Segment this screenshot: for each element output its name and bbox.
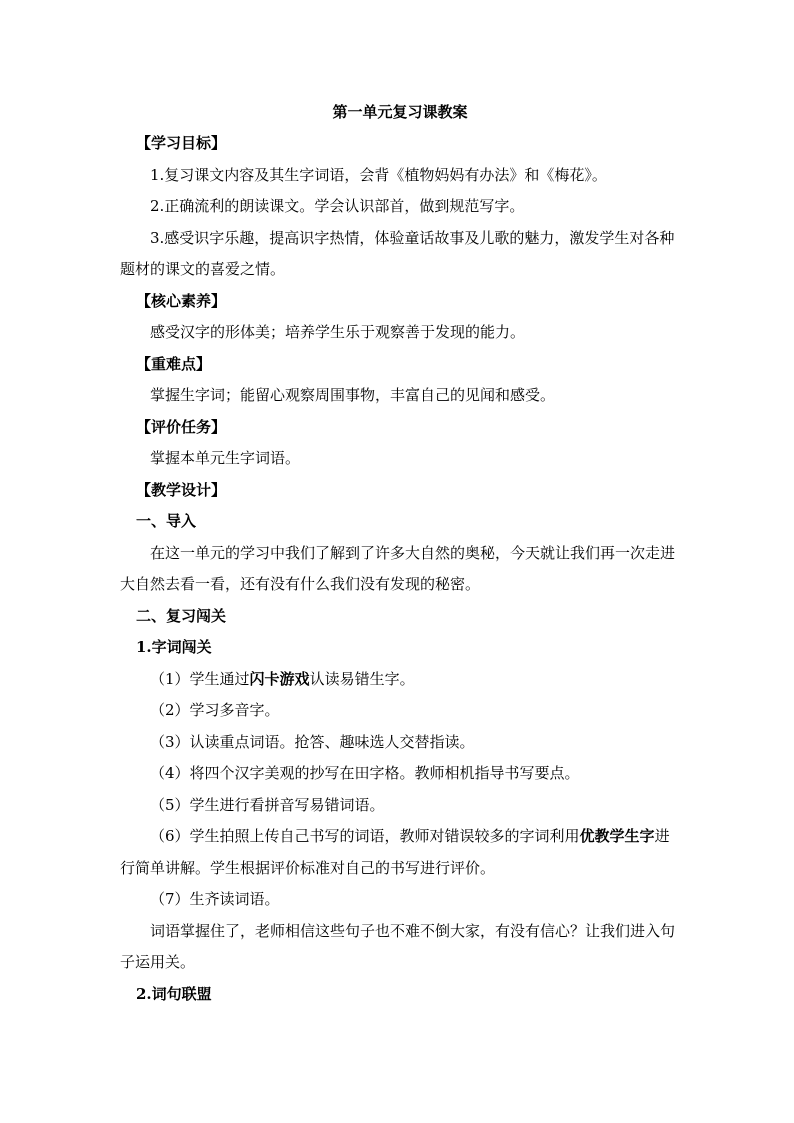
- step-item: （3）认读重点词语。抢答、趣味选人交替指读。: [150, 732, 475, 751]
- step-item: （5）学生进行看拼音写易错词语。: [150, 795, 385, 814]
- section-heading-intro: 一、导入: [136, 512, 197, 530]
- assessment-text: 掌握本单元生字词语。: [150, 449, 301, 467]
- design-heading: 【教学设计】: [136, 480, 227, 499]
- objectives-heading: 【学习目标】: [136, 134, 227, 152]
- objective-item: 1.复习课文内容及其生字词语，会背《植物妈妈有办法》和《梅花》。: [150, 165, 607, 184]
- key-points-text: 掌握生字词；能留心观察周围事物，丰富自己的见闻和感受。: [150, 386, 556, 404]
- literacy-heading: 【核心素养】: [136, 291, 227, 310]
- teaching-tool-emphasis: 优教学生字: [579, 827, 655, 845]
- step-item: （4）将四个汉字美观的抄写在田字格。教师相机指导书写要点。: [150, 764, 580, 782]
- step-prefix: （1）学生通过: [150, 669, 250, 688]
- literacy-text: 感受汉字的形体美；培养学生乐于观察善于发现的能力。: [150, 323, 526, 341]
- intro-paragraph: 在这一单元的学习中我们了解到了许多大自然的奥秘，今天就让我们再一次走进大自然去看一看，还有没有什么我们没有发现的秘密。: [120, 543, 676, 593]
- step-suffix: 认读易错生字。: [309, 669, 415, 688]
- objective-item: 3.感受识字乐趣，提高识字热情，体验童话故事及儿歌的魅力，激发学生对各种题材的课文的喜爱之情。: [120, 228, 675, 278]
- step-prefix: （6）学生拍照上传自己书写的词语，教师对错误较多的字词利用: [150, 827, 580, 845]
- flashcard-game-emphasis: 闪卡游戏: [249, 669, 310, 688]
- document-page: [120, 96, 680, 1010]
- key-points-heading: 【重难点】: [136, 354, 212, 373]
- step-suffix: 进行简单讲解。学生根据评价标准对自己的书写进行评价。: [120, 827, 670, 877]
- subsection-heading-words: 1.字词闯关: [136, 638, 212, 656]
- step-item: （2）学习多音字。: [150, 701, 280, 719]
- section-heading-review: 二、复习闯关: [136, 606, 227, 625]
- objective-item: 2.正确流利的朗读课文。学会认识部首，做到规范写字。: [150, 197, 525, 215]
- subsection-heading-sentences: 2.词句联盟: [136, 984, 212, 1003]
- assessment-heading: 【评价任务】: [136, 417, 227, 436]
- step-item: [120, 821, 680, 884]
- document-title: 第一单元复习课教案: [332, 103, 468, 121]
- transition-paragraph: 词语掌握住了，老师相信这些句子也不难不倒大家，有没有信心？让我们进入句子运用关。: [120, 921, 676, 971]
- step-item: （7）生齐读词语。: [150, 890, 280, 908]
- step-item: [120, 664, 680, 696]
